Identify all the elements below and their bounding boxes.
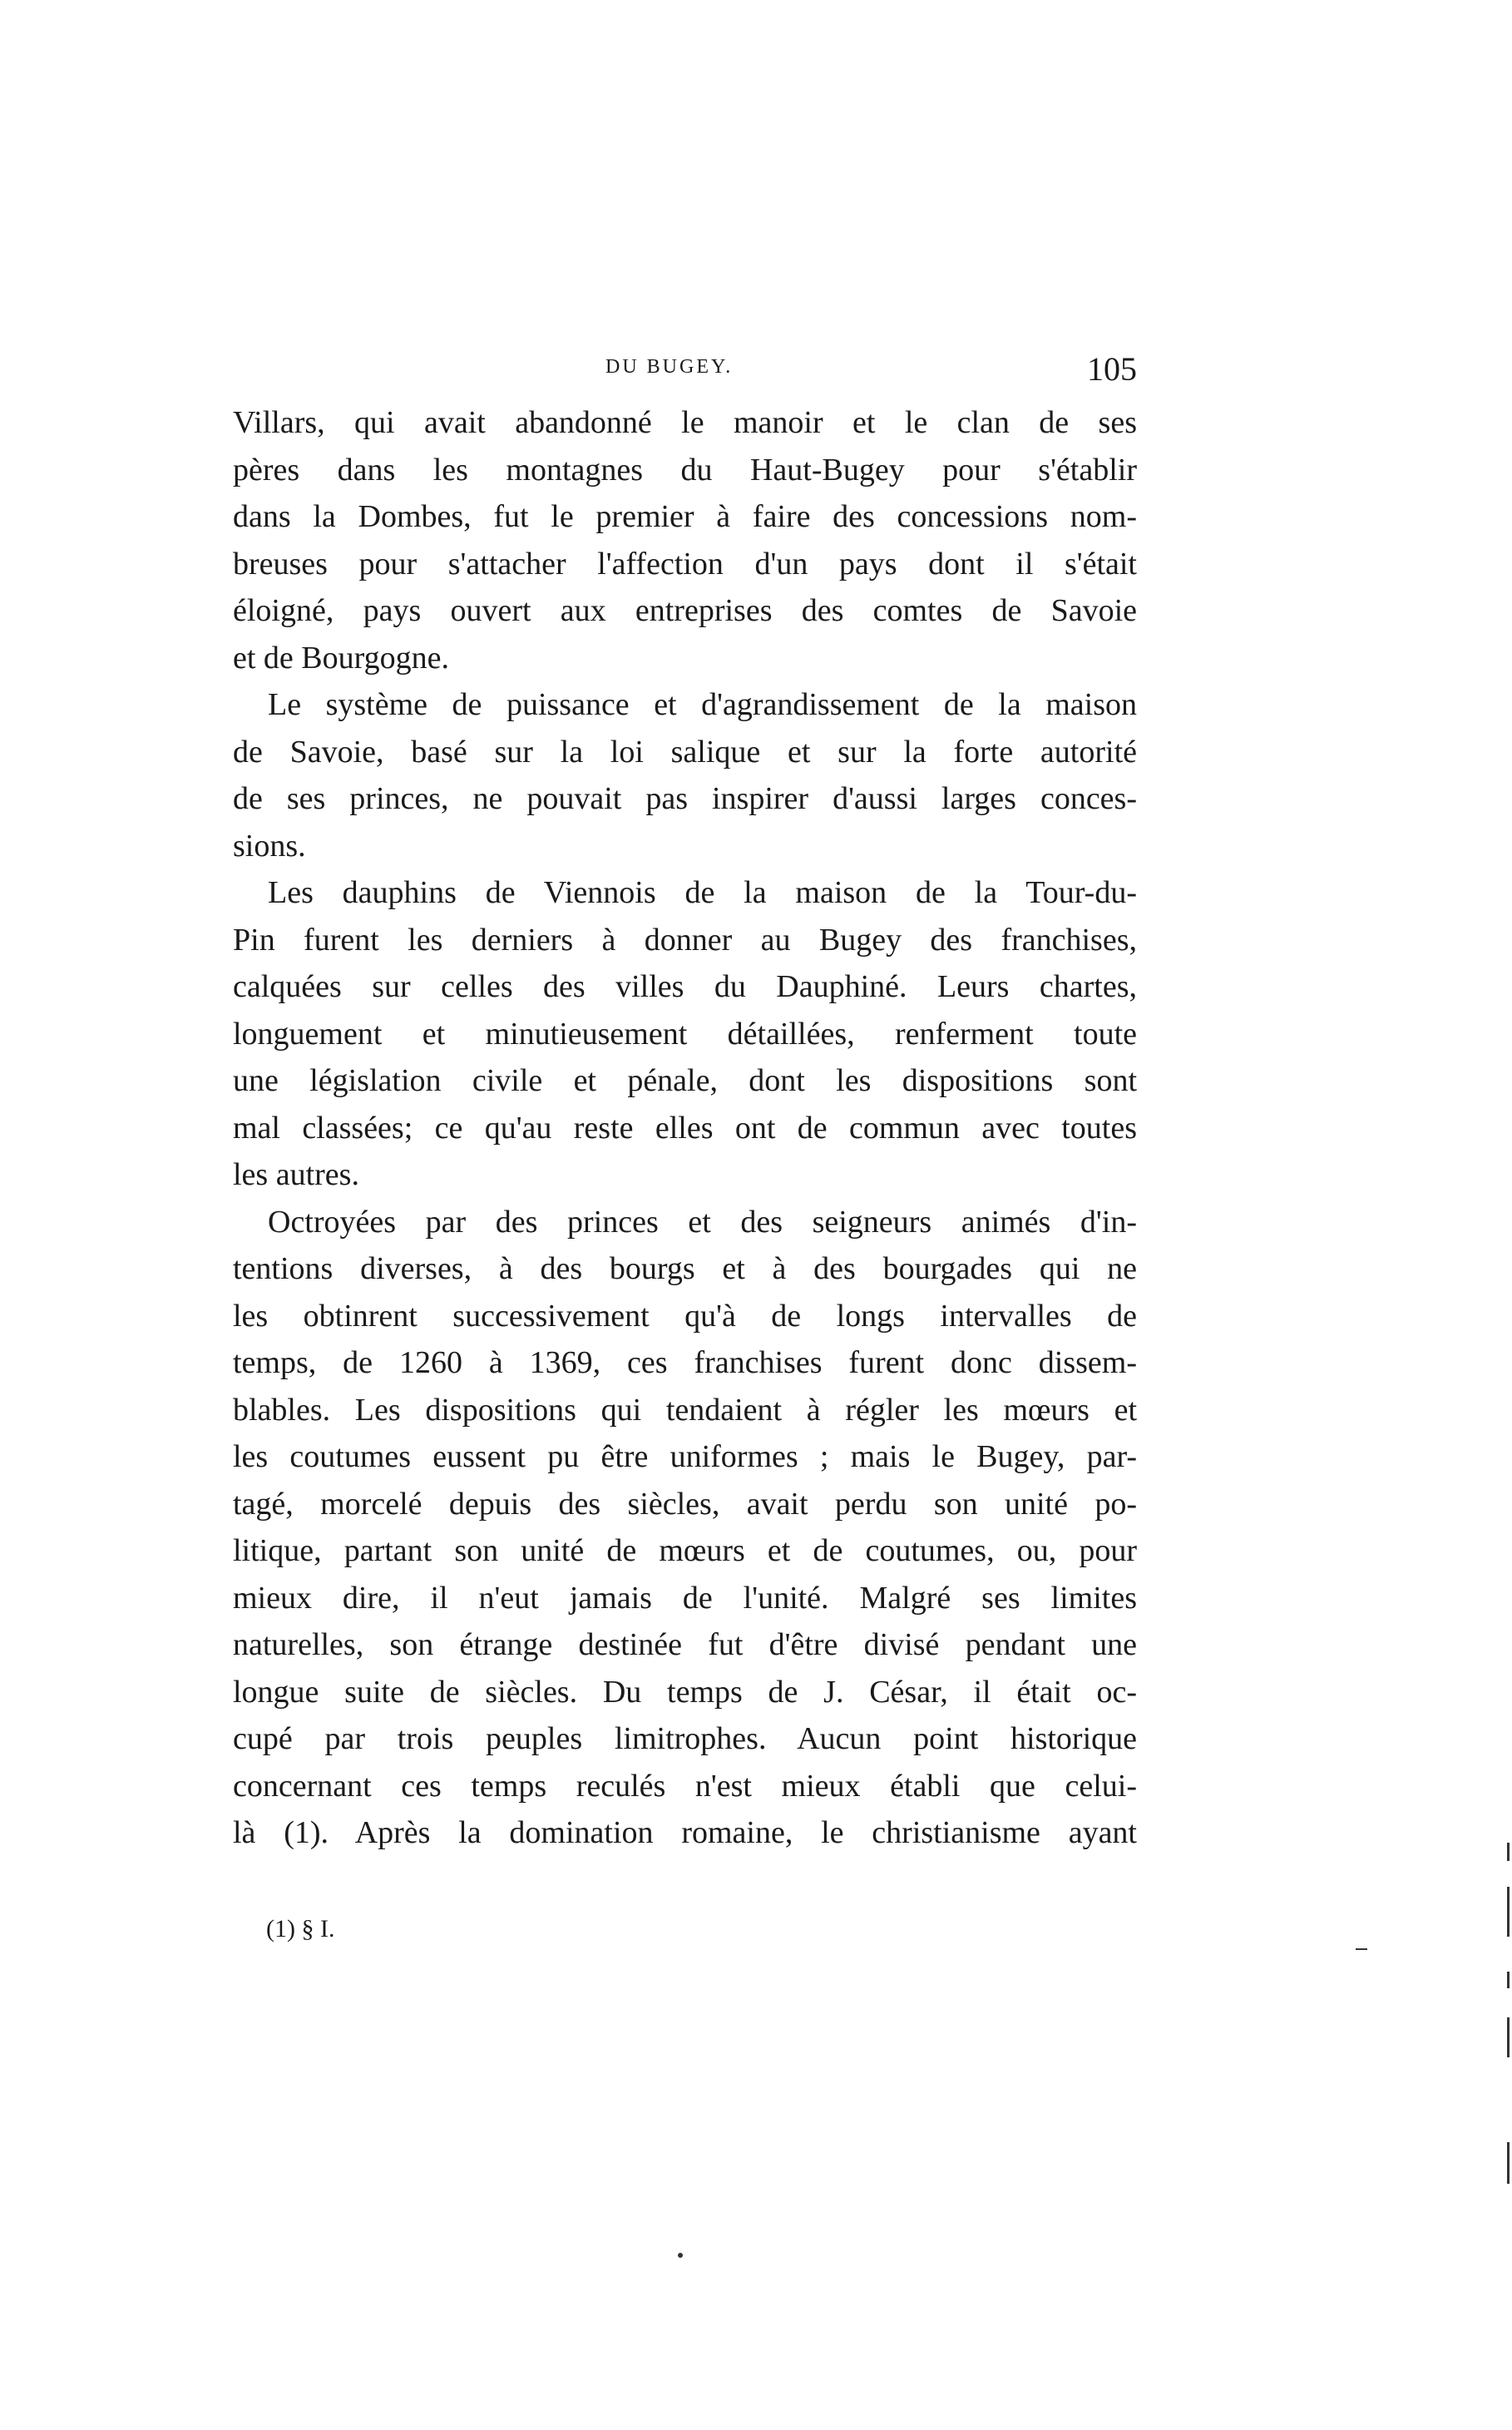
text-line: naturelles, son étrange destinée fut d'être divisé pendant une bbox=[233, 1627, 1137, 1662]
text-line: tentions diverses, à des bourgs et à des bourgades qui ne bbox=[233, 1251, 1137, 1286]
text-line: longuement et minutieusement détaillées, renferment toute bbox=[233, 1016, 1137, 1052]
text-line: blables. Les dispositions qui tendaient à régler les mœurs et bbox=[233, 1392, 1137, 1428]
text-line: temps, de 1260 à 1369, ces franchises furent donc dissem- bbox=[233, 1345, 1137, 1380]
scan-mark bbox=[1507, 1887, 1510, 1937]
text-line: éloigné, pays ouvert aux entreprises des comtes de Savoie bbox=[233, 593, 1137, 628]
scan-mark bbox=[1507, 2142, 1510, 2184]
running-head: DU BUGEY. bbox=[605, 356, 734, 378]
text-line: concernant ces temps reculés n'est mieux établi que celui- bbox=[233, 1768, 1137, 1804]
paragraph-first-line: Les dauphins de Viennois de la maison de la Tour-du- bbox=[268, 875, 1137, 910]
text-line: là (1). Après la domination romaine, le christianisme ayant bbox=[233, 1815, 1137, 1850]
text-line: de ses princes, ne pouvait pas inspirer d'aussi larges conces- bbox=[233, 781, 1137, 816]
text-line: breuses pour s'attacher l'affection d'un pays dont il s'était bbox=[233, 546, 1137, 582]
text-line: calquées sur celles des villes du Dauphiné. Leurs chartes, bbox=[233, 969, 1137, 1004]
text-line: de Savoie, basé sur la loi salique et sur la forte autorité bbox=[233, 734, 1137, 770]
text-line: les autres. bbox=[233, 1157, 359, 1192]
text-line: litique, partant son unité de mœurs et de coutumes, ou, pour bbox=[233, 1533, 1137, 1568]
text-line: les coutumes eussent pu être uniformes ; mais le Bugey, par- bbox=[233, 1439, 1137, 1474]
footnote: (1) § I. bbox=[266, 1915, 335, 1943]
text-line: dans la Dombes, fut le premier à faire des concessions nom- bbox=[233, 499, 1137, 534]
scan-mark bbox=[1507, 2017, 1510, 2057]
body-text bbox=[233, 399, 1137, 1857]
text-line: mal classées; ce qu'au reste elles ont de commun avec toutes bbox=[233, 1110, 1137, 1146]
text-line: longue suite de siècles. Du temps de J. César, il était oc- bbox=[233, 1674, 1137, 1710]
text-line: une législation civile et pénale, dont les dispositions sont bbox=[233, 1063, 1137, 1098]
text-line: pères dans les montagnes du Haut-Bugey pour s'établir bbox=[233, 452, 1137, 487]
paragraph-first-line: Le système de puissance et d'agrandissement de la maison bbox=[268, 687, 1137, 722]
scan-mark bbox=[1507, 1972, 1510, 1988]
paragraph-first-line: Octroyées par des princes et des seigneurs animés d'in- bbox=[268, 1204, 1137, 1240]
text-line: Pin furent les derniers à donner au Bugey des franchises, bbox=[233, 922, 1137, 958]
scan-speck bbox=[678, 2253, 683, 2258]
text-line: cupé par trois peuples limitrophes. Aucun point historique bbox=[233, 1721, 1137, 1756]
scan-speck bbox=[1356, 1948, 1367, 1950]
text-line: sions. bbox=[233, 828, 306, 864]
text-line: mieux dire, il n'eut jamais de l'unité. Malgré ses limites bbox=[233, 1580, 1137, 1616]
text-line: tagé, morcelé depuis des siècles, avait perdu son unité po- bbox=[233, 1486, 1137, 1522]
page-header bbox=[233, 349, 1137, 391]
page-number: 105 bbox=[1087, 350, 1137, 388]
text-line: Villars, qui avait abandonné le manoir et le clan de ses bbox=[233, 405, 1137, 440]
text-line: et de Bourgogne. bbox=[233, 640, 449, 676]
scan-mark bbox=[1507, 1843, 1510, 1861]
text-line: les obtinrent successivement qu'à de longs intervalles de bbox=[233, 1298, 1137, 1334]
